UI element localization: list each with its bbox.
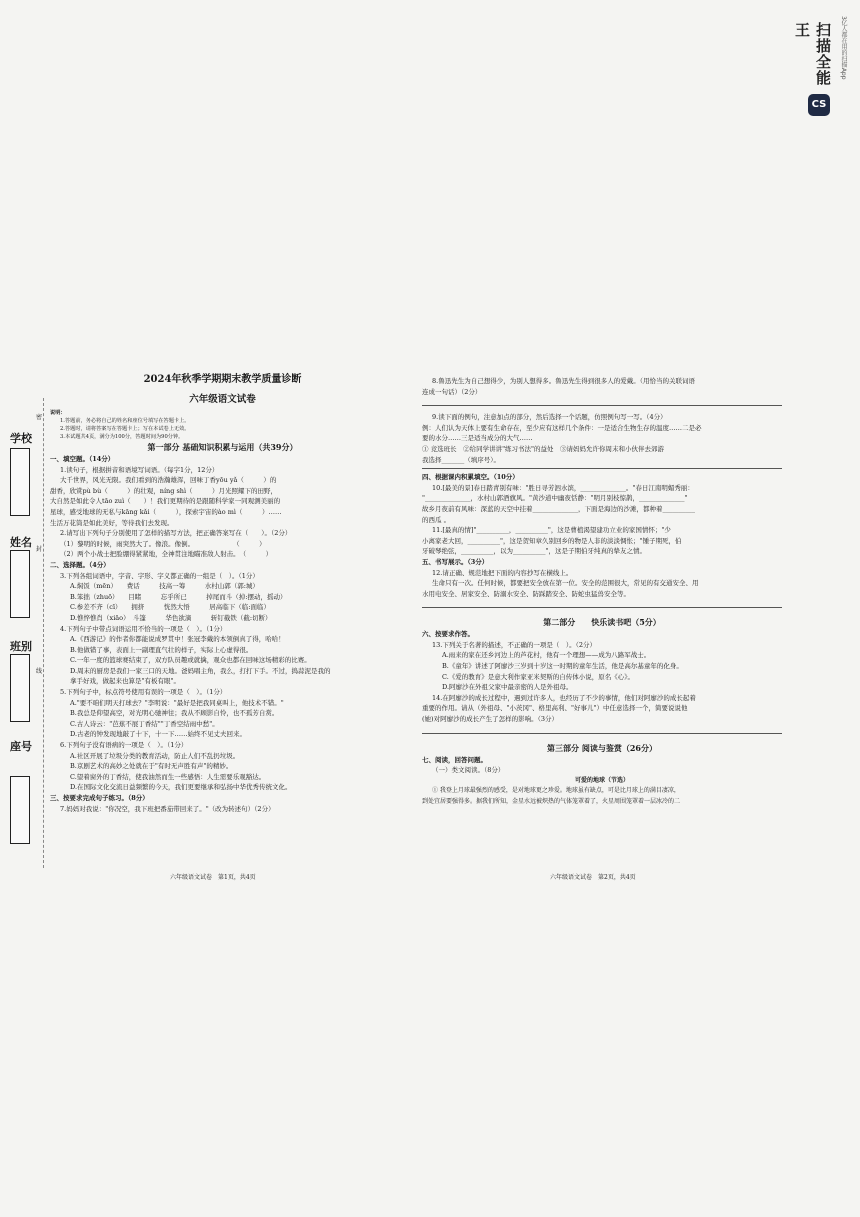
part-2-heading: 第二部分 快乐读书吧（5分）: [543, 617, 661, 628]
seat-label: 座号: [10, 740, 32, 753]
section-heading: 六、按要求作答。: [422, 630, 474, 639]
passage-line: ① 我登上月球最强烈的感受，是对地球更之珍爱。地球虽有缺点，可是比月球上的满目凄凉，: [432, 787, 680, 795]
question-line: 例：人们认为天体上要有生命存在，至少应有这样几个条件：一是适合生物生存的温度……二是必: [422, 423, 702, 432]
question-line: "______________，水村山郭酒旗风。"黄沙道中幽夜恬静："明月别枝惊鹊，______________": [422, 494, 688, 503]
answer-line[interactable]: [422, 607, 782, 608]
question-line: 3.下列各组词语中，字音、字形、字义都正确的一组是（ ）。（1分）: [60, 571, 259, 580]
part-1-heading: 第一部分 基础知识积累与运用（共39分）: [147, 442, 298, 452]
option-line: A.焖饭（mēn） 费话 技高一筹 水村山郭（郭:城）: [70, 582, 259, 591]
exam-subtitle: 六年级语文试卷: [189, 394, 256, 405]
section-heading: 三、按要求完成句子练习。（8分）: [50, 794, 149, 802]
option-line: B.他做错了事，表面上一副理直气壮的样子，实际上心虚得很。: [70, 645, 253, 654]
option-line: D.周末的厨房是我们一家三口的天地。爸妈唱主角，我么，打打下手。不过，捣蒜泥是我的: [70, 666, 331, 675]
school-label: 学校: [10, 432, 32, 445]
question-line: 生命只有一次。任何时候，都要把安全放在第一位。安全的范围很大，常见的有交通安全、用: [432, 579, 699, 588]
question-line: 的西瓜 。: [422, 515, 451, 524]
cut-mark: 封: [36, 546, 43, 553]
question-line: 1.读句子，根据拼音和语境写词语。（每字1分，12分）: [60, 465, 219, 474]
cut-mark: 线: [36, 668, 43, 675]
section-heading: 一、填空题。（14分）: [50, 455, 115, 463]
exam-paper: [10, 368, 780, 888]
seat-field[interactable]: [10, 776, 30, 844]
part-3-heading: 第三部分 阅读与鉴赏（26分）: [547, 742, 657, 753]
option-line: C.《爱的教育》是意大利作家亚米契斯的自传体小说，原名《心》。: [442, 672, 635, 681]
passage-title: 可爱的地球（节选）: [574, 776, 629, 784]
section-heading: 七、阅读，回答问题。: [422, 755, 487, 764]
option-line: B.我总是仰望高空，对光明心驰神往；我从不顾影自怜，也不孤芳自赏。: [70, 709, 279, 718]
option-line: B.笨拙（zhuō） 目睹 忘乎所已 掉尾而斗（掉:摆动，摇动）: [70, 592, 287, 601]
option-line: A."要不咱们明天打球去？"李明说："最好是把我同桌叫上，他技术不错。": [70, 698, 284, 707]
page-2: [422, 368, 782, 808]
question-line: （2）两个小战士把脸绷得紧紧地，全神贯注地瞄准敌人射击。 （ ）: [60, 550, 273, 559]
cut-mark: 密: [36, 414, 43, 421]
option-line: D.古老的钟发现地敲了十下，十一下……始终不见丈夫回来。: [70, 730, 247, 739]
passage-line: 到处宜居要强得多。据我们所知，金星水远被炽热的气体笼罩着了，火星周围笼罩着一层冰冷的二: [422, 798, 681, 805]
logo-subtitle: 3亿人都在用的扫描App: [840, 16, 847, 80]
note-item: 1.答题前，务必将自己的姓名和座位号填写在答题卡上。: [60, 418, 190, 424]
question-line: 2.请写出下列句子分别使用了怎样的描写方法，把正确答案写在（ ）。（2分）: [60, 529, 292, 538]
option-line: A.社区开展了垃圾分类的教育活动，防止人们不乱扔垃圾。: [70, 751, 240, 760]
question-line: 星球，感受地球的无私与kāng kǎi（ ），探索宇宙的ào mì（ ）……: [50, 507, 282, 516]
option-line: C.一年一度的篮球赛结束了，双方队员趣或就擒，观众也都在回味这场精彩的比赛。: [70, 656, 311, 665]
question-line: 甜香，欣赏pù bù（ ）的壮观，níng shì（ ）月光照耀下的田野，: [50, 486, 278, 495]
option-line: D.憔悴憔肖（xiāo） 斗篷 华色欲滴 斩钉截铁（截:切断）: [70, 613, 272, 622]
option-line: B.京剧艺术的高妙之处就在于"有时无声胜有声"的精妙。: [70, 762, 233, 771]
question-line: 小离家老大回，__________"，这是贺知章久别回乡的物是人非的淡淡惆怅；"锺子期死，伯: [422, 536, 682, 545]
question-line: 7.妈妈对我说："你况空，我下班把番茄带回来了。"（改为转述句）（2分）: [60, 804, 275, 813]
option-line: C.望着窗外的丁香结，使我油然而生一些感悟：人生需要乐观豁达。: [70, 772, 266, 781]
section-heading: 四、根据课内积累填空。（10分）: [422, 473, 519, 482]
notes-heading: 说明：: [50, 410, 66, 416]
question-line: 13.下列关于名著的描述，不正确的一项是（ ）。（2分）: [432, 640, 596, 649]
option-line: B.《童年》讲述了阿廖沙三岁到十岁这一时期的童年生活，他是高尔基童年的化身。: [442, 662, 683, 671]
cs-badge-icon: CS: [808, 94, 830, 116]
name-field[interactable]: [10, 550, 30, 618]
logo-title: 扫描全能王: [793, 22, 832, 86]
question-line: 故乡月夜前有风味：深蓝的天空中挂着______________，下面是海边的沙滩，都种着__________: [422, 504, 695, 513]
scanner-logo: [793, 12, 852, 122]
question-line: 8.鲁迅先生为自己想得少，为别人想得多。鲁迅先生得到很多人的爱戴。（用恰当的关联词语: [432, 377, 695, 385]
class-label: 班别: [10, 640, 32, 653]
subsection-heading: （一）类文阅读。（8分）: [432, 766, 505, 775]
exam-title: 2024年秋季学期期末教学质量诊断: [143, 374, 302, 385]
option-line: D.在国际文化交流日益频繁的今天，我们更要继承和弘扬中华优秀传统文化。: [70, 783, 292, 792]
note-item: 2.答题时，请将答案写在答题卡上；写在本试卷上无效。: [60, 426, 190, 432]
section-heading: 五、书写展示。（3分）: [422, 557, 489, 566]
class-field[interactable]: [10, 654, 30, 722]
question-line: ① 竞选班长 ②给同学讲讲"练习书法"的益处 ③请妈妈允许你周末和小伙伴去郊游: [422, 444, 665, 453]
question-line: 要的水分……三是适当成分的大气……: [422, 434, 533, 443]
question-line: （1）黎明的时候，雨突然大了。像浪。像倒。 （ ）: [60, 539, 266, 548]
question-line: 9.读下面的例句，注意加点的部分，然后选择一个话题，仿照例句写一写。（4分）: [432, 413, 667, 422]
answer-line[interactable]: [422, 468, 782, 469]
question-line: 4.下列句子中带点词语运用不恰当的一项是（ ）。（1分）: [60, 624, 227, 633]
question-line: 连成一句话）（2分）: [422, 387, 482, 396]
page-footer: 六年级语文试卷 第1页，共4页: [170, 874, 256, 881]
page-footer: 六年级语文试卷 第2页，共4页: [550, 874, 636, 881]
binding-margin: [10, 368, 50, 888]
question-line: 水用电安全、居家安全、防溺水安全、防踩踏安全、防蛇虫猛兽安全等。: [422, 589, 630, 598]
school-field[interactable]: [10, 448, 30, 516]
question-line: 11.[最真的情]"__________，__________"，这是曹植渴望建功立业的家国情怀；"少: [432, 526, 671, 535]
cut-line: [43, 398, 44, 868]
option-line: C.参差不齐（cī） 拥挤 恍然大悟 居高临下（临:面临）: [70, 603, 270, 612]
question-line: 牙破琴绝弦，__________，以为__________"，这是子期伯牙纯真的挚友之情。: [422, 547, 646, 556]
question-line: 5.下列句子中，标点符号使用有误的一项是（ ）。（1分）: [60, 688, 227, 697]
question-line: (她)对阿廖沙的成长产生了怎样的影响。（3分）: [422, 715, 558, 724]
option-line: A.《西游记》的作者你都能说成罗贯中！张冠李戴的本领倒真了得，哈哈！: [70, 635, 285, 644]
section-heading: 二、选择题。（4分）: [50, 560, 110, 569]
question-line: 重要的作用。请从（外祖母、"小茨冈"、格里高利、"好事儿"）中任意选择一个，简要说说他: [422, 704, 688, 713]
question-line: 大自然是如此令人tāo zuì（ ）！我们更期待的是跟随科学家一同观测美丽的: [50, 497, 281, 506]
question-line: 6.下列句子没有语病的一项是（ ）。（1分）: [60, 741, 188, 750]
note-item: 3.本试题共4页，满分为100分，答题时间为90分钟。: [60, 434, 184, 440]
question-line: 14.在阿廖沙的成长过程中，遇到过许多人，也经历了不少的事情，他们对阿廖沙的成长起着: [432, 693, 696, 702]
question-line: 我选择_______（填序号）。: [422, 455, 500, 464]
option-line: 拿手好戏，做起来也算是"有板有眼"。: [70, 677, 180, 686]
page-1: [50, 368, 395, 814]
question-line: 大千世界，风光无限。我们看到的浩瀚雄浑，回味丁香yōu yǎ（ ）的: [60, 476, 277, 485]
answer-line[interactable]: [422, 733, 782, 734]
option-line: C.古人诗云："芭蕉不展丁香结""丁香空结雨中愁"。: [70, 719, 219, 728]
option-line: A.雨来的家在还乡河边上的芦花村，他有一个理想——成为八路军战士。: [442, 651, 651, 660]
question-line: 生活万花筒是如此美好，等待我们去发现。: [50, 518, 174, 527]
option-line: D.阿廖沙在外祖父家中最亲密的人是外祖母。: [442, 683, 573, 692]
name-label: 姓名: [10, 536, 32, 549]
question-line: 12.请正确、规范地把下面的内容抄写在横线上。: [432, 568, 573, 577]
question-line: 10.[最美的景]春日踏青别有味："胜日寻芳泗水滨，______________。"春日江南明媚秀丽：: [432, 483, 694, 492]
answer-line[interactable]: [422, 405, 782, 406]
